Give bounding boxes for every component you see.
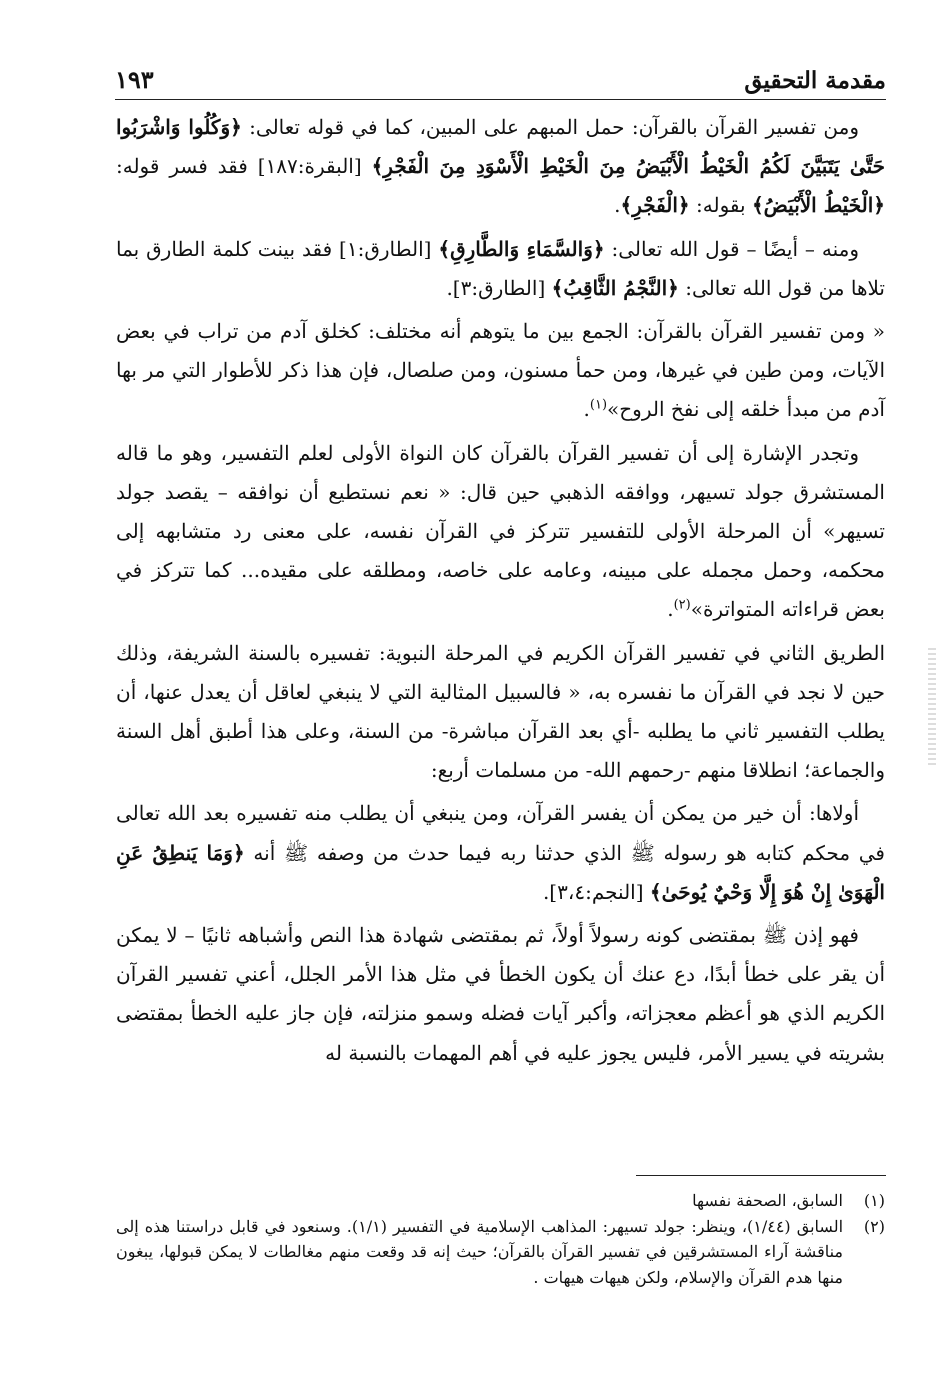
footnote xyxy=(116,1188,885,1214)
header-rule xyxy=(115,99,886,100)
quran-verse: ﴿وَالسَّمَاءِ وَالطَّارِقِ﴾ xyxy=(438,236,605,261)
footnote-text: السابق (١/٤٤)، وينظر: جولد تسيهر: المذاهب الإسلامية في التفسير (١/١). وسنعود في قابل دراستنا هذه إلى مناقشة آراء المستشرقين في تفسير القرآن بالقرآن؛ حيث إنه قد وقعت منهم مغالطات لا يمكن قبولها، يبغون منها هدم القرآن والإسلام، ولكن هيهات هيهات . xyxy=(116,1216,844,1287)
text-segment: [الطارق:٣]. xyxy=(446,275,552,300)
text-segment: [النجم:٣،٤]. xyxy=(542,879,650,904)
quran-verse: ﴿النَّجْمُ الثَّاقِبُ﴾ xyxy=(551,275,679,300)
text-segment: « ومن تفسير القرآن بالقرآن: الجمع بين ما يتوهم أنه مختلف: كخلق آدم من تراب في بعض الآيات، ومن طين في غيرها، ومن حمأ مسنون، ومن صلصال، فإن هذا ذكر للأطوار التي مر بها آدم من مبدأ خلقه إلى نفخ الروح» xyxy=(116,319,885,422)
paragraph xyxy=(116,634,885,791)
text-segment: . xyxy=(667,597,674,622)
text-segment: . xyxy=(614,193,621,218)
footnotes xyxy=(116,1188,885,1290)
quran-verse: ﴿وَكُلُوا وَاشْرَبُوا حَتَّىٰ يَتَبَيَّنَ لَكُمُ الْخَيْطُ الْأَبْيَضُ مِنَ الْخَيْطِ الْأَسْوَدِ مِنَ الْفَجْرِ﴾ xyxy=(116,115,886,179)
footnote-rule xyxy=(636,1175,886,1176)
text-segment: بقوله: xyxy=(689,193,752,218)
paragraph xyxy=(116,312,885,430)
footnote xyxy=(116,1214,885,1291)
paragraph xyxy=(116,230,885,308)
running-title: مقدمة التحقيق xyxy=(744,67,886,94)
footnote-reference: (٢) xyxy=(673,597,691,613)
footnote-number: (٢) xyxy=(863,1216,885,1236)
main-text xyxy=(116,108,885,1077)
scan-artifact xyxy=(928,648,936,768)
text-segment: . xyxy=(583,397,590,422)
text-segment: فهو إذن ﷺ بمقتضى كونه رسولاً أولاً، ثم بمقتضى شهادة هذا النص وأشباهه ثانيًا – لا يمكن أن يقر على خطأ أبدًا، دع عنك أن يكون الخطأ في مثل هذا الأمر الجلل، أعني تفسير القرآن الكريم الذي هو أعظم معجزاته، وأكبر آيات فضله وسمو منزلته، فإن جاز عليه الخطأ بمقتضى بشريته في يسير الأمر، فليس يجوز عليه في أهم المهمات بالنسبة له xyxy=(116,923,885,1065)
text-segment: [البقرة:١٨٧] فقد فسر قوله: xyxy=(116,154,372,179)
text-segment: ومن تفسير القرآن بالقرآن: حمل المبهم على المبين، كما في قوله تعالى: xyxy=(241,115,859,139)
page-header xyxy=(115,54,886,94)
quran-verse: ﴿الْخَيْطُ الْأَبْيَضُ﴾ xyxy=(751,193,885,218)
text-segment: ومنه – أيضًا – قول الله تعالى: xyxy=(604,236,859,261)
page-number: ١٩٣ xyxy=(115,65,154,94)
paragraph xyxy=(116,434,885,630)
quran-verse: ﴿الْفَجْرِ﴾ xyxy=(620,193,690,218)
text-segment: وتجدر الإشارة إلى أن تفسير القرآن بالقرآن كان النواة الأولى لعلم التفسير، وهو ما قاله المستشرق جولد تسيهر، ووافقه الذهبي حين قال: « نعم نستطيع أن نوافقه – يقصد جولد تسيهر» أن المرحلة الأولى للتفسير تتركز في القرآن نفسه، على معنى رد متشابهه إلى محكمه، وحمل مجمله على مبينه، وعامه على خاصه، ومطلقه على مقيده... كما تتركز في بعض قراءاته المتواترة» xyxy=(116,440,886,622)
text-segment: [الطارق:١] فقد بينت كلمة الطارق بما تلاها من قول الله تعالى: xyxy=(116,236,885,300)
paragraph xyxy=(116,108,885,226)
footnote-text: السابق، الصحفة نفسها xyxy=(692,1191,843,1210)
footnote-reference: (١) xyxy=(589,397,608,413)
quran-verse: ﴿وَمَا يَنطِقُ عَنِ الْهَوَىٰ إِنْ هُوَ إِلَّا وَحْيٌ يُوحَىٰ﴾ xyxy=(116,840,885,904)
paragraph xyxy=(116,916,885,1073)
footnote-number: (١) xyxy=(863,1191,885,1210)
text-segment: الطريق الثاني في تفسير القرآن الكريم في المرحلة النبوية: تفسيره بالسنة الشريفة، وذلك حين لا نجد في القرآن ما نفسره به، « فالسبيل المثالية التي لا ينبغي لعاقل أن يعدل عنها، أن يطلب التفسير ثاني ما يطلبه -أي بعد القرآن مباشرة- من السنة، وعلى هذا أطبق أهل السنة والجماعة؛ انطلاقا منهم -رحمهم الله- من مسلمات أربع: xyxy=(116,640,885,783)
paragraph xyxy=(116,794,885,912)
text-segment: أولاها: أن خير من يمكن أن يفسر القرآن، ومن ينبغي أن يطلب منه تفسيره بعد الله تعالى في محكم كتابه هو رسوله ﷺ الذي حدثنا ربه فيما حدث من وصفه ﷺ أنه xyxy=(116,801,885,865)
